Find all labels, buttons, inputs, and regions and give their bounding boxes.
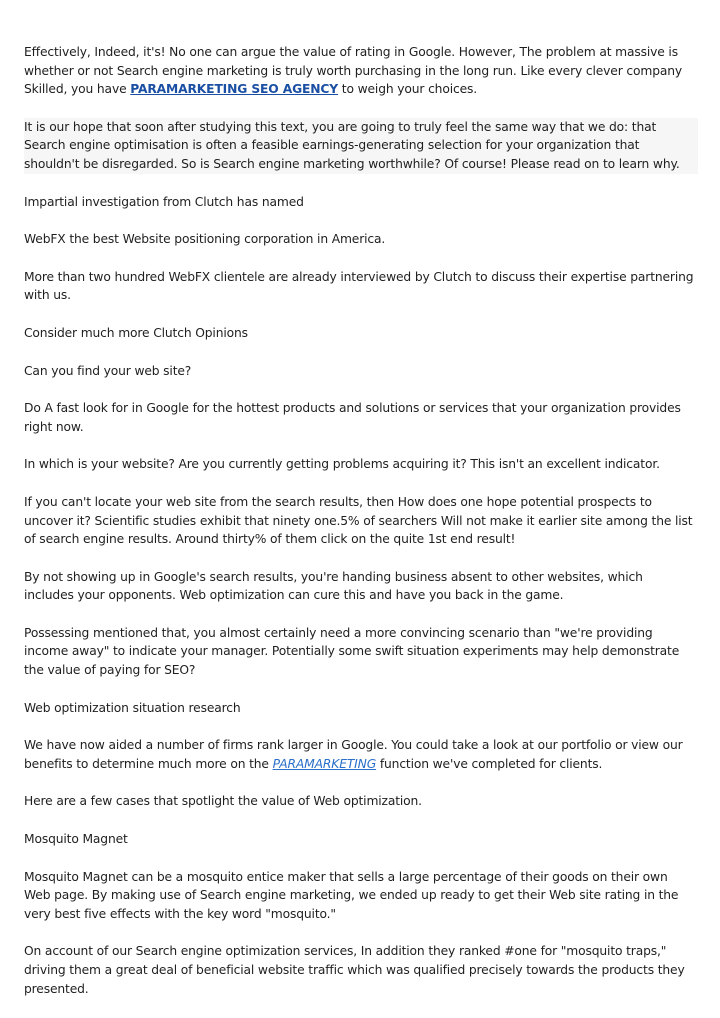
paragraph-where-website: In which is your website? Are you currently getting problems acquiring it? This isn't an excellent indicator.	[24, 457, 660, 472]
intro-text-before: Effectively, Indeed, it's! No one can argue the value of rating in Google. However, The problem at massive is whether or not Search engine marketing is truly worth purchasing in the long run. Like every clever company Skilled, you have	[24, 45, 683, 97]
portfolio-text-before: We have now aided a number of firms rank larger in Google. You could take a look at our portfolio or view our benefits to determine much more on the	[24, 738, 683, 771]
paragraph-not-showing: By not showing up in Google's search results, you're handing business absent to other websites, which includes your opponents. Web optimization can cure this and have you back in the game.	[24, 569, 643, 603]
portfolio-text-after: function we've completed for clients.	[376, 756, 603, 771]
paragraph-google-search: Do A fast look for in Google for the hottest products and solutions or services that your organization provides right now.	[24, 401, 681, 434]
intro-text-after: to weigh your choices.	[338, 82, 478, 97]
paragraph-intro	[24, 43, 694, 99]
seo-agency-link[interactable]: PARAMARKETING SEO AGENCY	[130, 82, 339, 97]
paragraph-mosquito-heading: Mosquito Magnet	[24, 832, 128, 847]
paragraph-webfx-best: WebFX the best Website positioning corporation in America.	[24, 232, 386, 247]
paragraph-find-website: Can you find your web site?	[24, 363, 192, 378]
paragraph-clutch-named: Impartial investigation from Clutch has named	[24, 194, 304, 209]
paragraph-mosquito-description: Mosquito Magnet can be a mosquito entice maker that sells a large percentage of their goods on their own Web page. By making use of Search engine marketing, we ended up ready to get their Web site rating in the very best five effects with the key word "mosquito."	[24, 869, 679, 921]
paragraph-mosquito-results: On account of our Search engine optimization services, In addition they ranked #one for "mosquito traps," driving them a great deal of beneficial website traffic which was qualified precisely towards the products they presented.	[24, 944, 685, 996]
paragraph-clientele: More than two hundred WebFX clientele are already interviewed by Clutch to discuss their expertise partnering with us.	[24, 269, 694, 303]
paragraph-convincing-scenario: Possessing mentioned that, you almost certainly need a more convincing scenario than "we're providing income away" to indicate your manager. Potentially some swift situation experiments may help demonstrate the value of paying for SEO?	[24, 625, 680, 678]
paragraph-cases-intro: Here are a few cases that spotlight the value of Web optimization.	[24, 794, 422, 809]
paragraph-hope: It is our hope that soon after studying this text, you are going to truly feel the same way that we do: that Search engine optimisation is often a feasible earnings-generating selection for your organization that shouldn't be disregarded. So is Search engine marketing worthwhile? Of course! Please read on to learn why.	[24, 118, 698, 174]
paragraph-case-research-heading: Web optimization situation research	[24, 700, 241, 715]
paramarketing-link[interactable]: PARAMARKETING	[272, 756, 377, 771]
paragraph-clutch-opinions: Consider much more Clutch Opinions	[24, 325, 248, 340]
paragraph-portfolio	[24, 736, 694, 773]
paragraph-cant-locate: If you can't locate your web site from the search results, then How does one hope potential prospects to uncover it? Scientific studies exhibit that ninety one.5% of searchers Will not make it earlier site among the list of search engine results. Around thirty% of them click on the quite 1st end result!	[24, 494, 693, 547]
